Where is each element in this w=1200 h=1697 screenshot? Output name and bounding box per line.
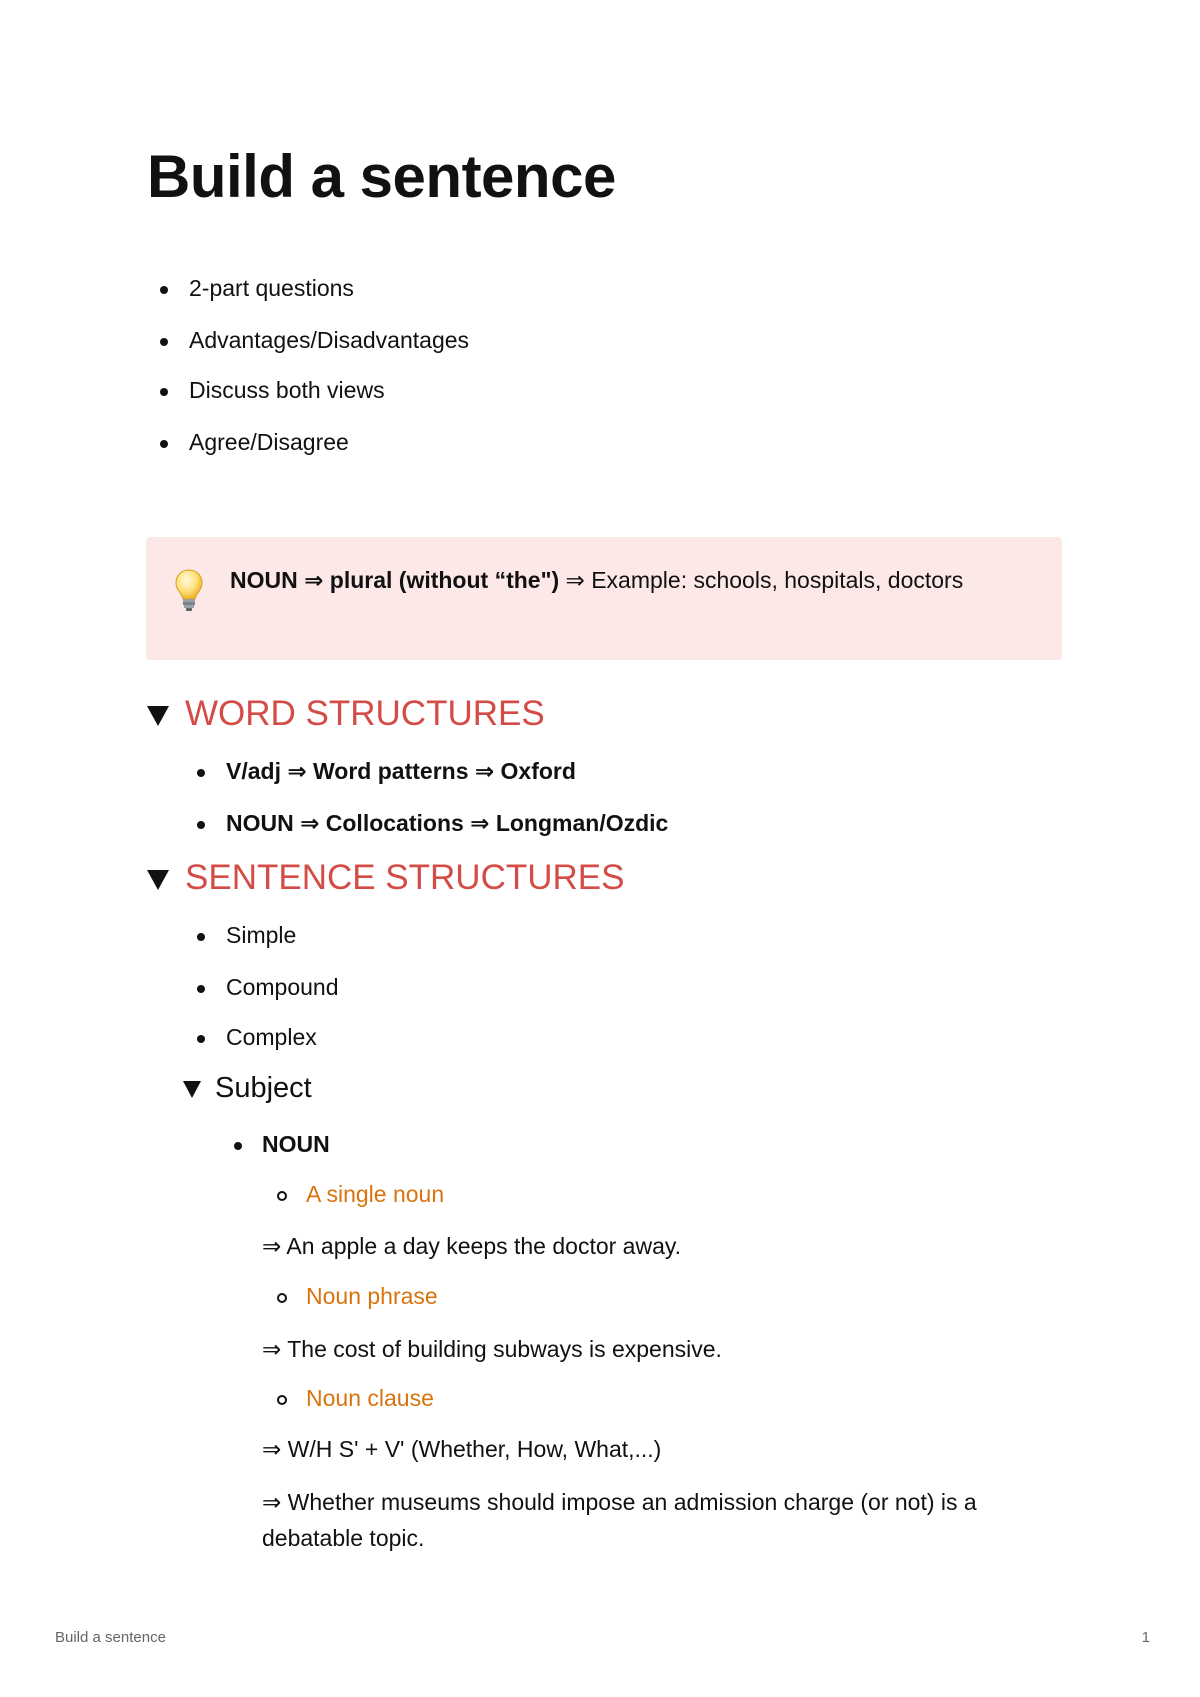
triangle-down-icon[interactable] xyxy=(183,1081,201,1098)
bullet-icon xyxy=(197,933,205,941)
list-item: Advantages/Disadvantages xyxy=(189,327,470,353)
callout-text xyxy=(230,562,1010,598)
noun-clause-pattern: ⇒ W/H S' + V' (Whether, How, What,...) xyxy=(262,1436,662,1462)
noun-clause-label: Noun clause xyxy=(306,1385,434,1411)
hollow-bullet-icon xyxy=(277,1293,287,1303)
hollow-bullet-icon xyxy=(277,1395,287,1405)
single-noun-example: ⇒ An apple a day keeps the doctor away. xyxy=(262,1233,682,1259)
page-title: Build a sentence xyxy=(147,143,616,210)
bullet-icon xyxy=(160,440,168,448)
triangle-down-icon[interactable] xyxy=(147,870,169,890)
noun-phrase-example: ⇒ The cost of building subways is expensive. xyxy=(262,1336,722,1362)
list-item: Agree/Disagree xyxy=(189,429,349,455)
callout-bold-text: NOUN ⇒ plural (without “the") xyxy=(230,567,560,593)
list-item: V/adj ⇒ Word patterns ⇒ Oxford xyxy=(226,758,576,784)
subject-heading: Subject xyxy=(215,1072,312,1104)
list-item: Complex xyxy=(226,1024,317,1050)
bullet-icon xyxy=(234,1142,242,1150)
list-item: 2-part questions xyxy=(189,275,354,301)
noun-phrase-label: Noun phrase xyxy=(306,1283,438,1309)
list-item: NOUN ⇒ Collocations ⇒ Longman/Ozdic xyxy=(226,810,669,836)
footer-title: Build a sentence xyxy=(55,1629,166,1646)
bullet-icon xyxy=(197,1035,205,1043)
bullet-icon xyxy=(197,985,205,993)
word-structures-heading: WORD STRUCTURES xyxy=(185,694,545,733)
bullet-icon xyxy=(160,388,168,396)
list-item: Simple xyxy=(226,922,297,948)
bullet-icon xyxy=(197,821,205,829)
list-item: Discuss both views xyxy=(189,377,385,403)
triangle-down-icon[interactable] xyxy=(147,706,169,726)
lightbulb-icon xyxy=(174,568,204,612)
noun-label: NOUN xyxy=(262,1131,330,1157)
noun-clause-example: ⇒ Whether museums should impose an admission charge (or not) is a debatable topic. xyxy=(262,1489,977,1551)
page-number: 1 xyxy=(1141,1629,1150,1646)
single-noun-label: A single noun xyxy=(306,1181,445,1207)
bullet-icon xyxy=(160,338,168,346)
bullet-icon xyxy=(197,769,205,777)
callout-rest-text: ⇒ Example: schools, hospitals, doctors xyxy=(559,567,964,593)
sentence-structures-heading: SENTENCE STRUCTURES xyxy=(185,858,625,897)
bullet-icon xyxy=(160,286,168,294)
list-item: Compound xyxy=(226,974,339,1000)
tip-callout xyxy=(146,537,1062,660)
hollow-bullet-icon xyxy=(277,1191,287,1201)
